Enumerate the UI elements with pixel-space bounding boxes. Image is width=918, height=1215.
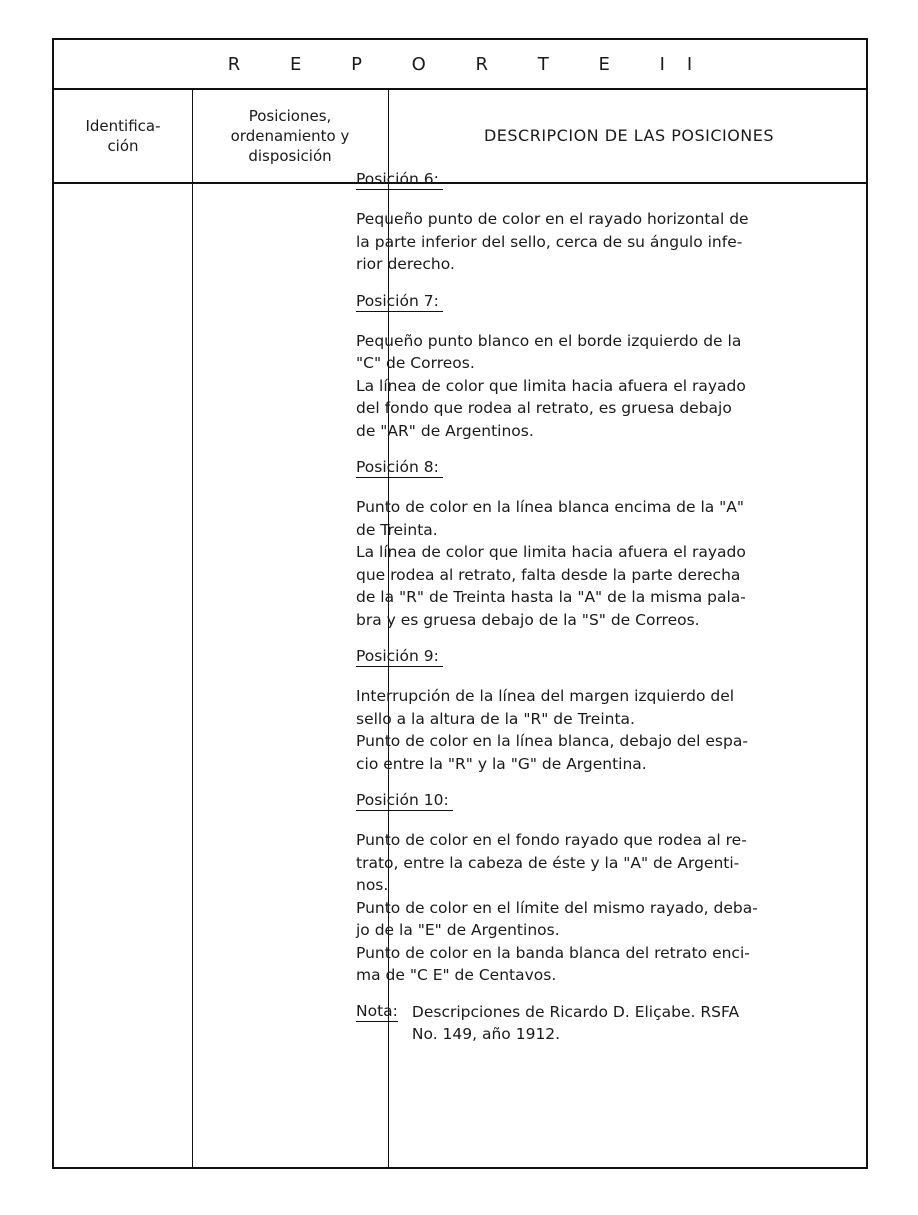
position-block-10 xyxy=(356,789,804,987)
position-block-8 xyxy=(356,456,804,631)
descriptions-column xyxy=(356,168,804,1046)
position-title: Posición 6: xyxy=(356,169,443,190)
description-line: cio entre la "R" y la "G" de Argentina. xyxy=(356,754,647,773)
position-block-9 xyxy=(356,645,804,775)
description-line: jo de la "E" de Argentinos. xyxy=(356,921,560,939)
description-line: Pequeño punto blanco en el borde izquierdo de la xyxy=(356,331,742,350)
description-line: Punto de color en la banda blanca del retrato enci- xyxy=(356,943,750,962)
description-line: del fondo que rodea al retrato, es gruesa debajo xyxy=(356,399,732,417)
note-line: Descripciones de Ricardo D. Eliçabe. RSFA xyxy=(411,1002,740,1021)
description-line: de Treinta. xyxy=(356,520,438,539)
description-line: La línea de color que limita hacia afuera el rayado xyxy=(356,543,746,561)
header-identificacion-line: ción xyxy=(107,137,139,155)
description-line: nos. xyxy=(356,876,389,894)
position-title: Posición 10: xyxy=(356,790,453,811)
position-block-6 xyxy=(356,168,804,276)
description-line: de la "R" de Treinta hasta la "A" de la misma pala- xyxy=(356,588,746,606)
description-line: Punto de color en la línea blanca encima de la "A" xyxy=(356,498,745,516)
header-posiciones-line: ordenamiento y xyxy=(230,127,350,145)
description-line: trato, entre la cabeza de éste y la "A" de Argenti- xyxy=(356,853,740,872)
description-line: Interrupción de la línea del margen izquierdo del xyxy=(356,687,735,705)
description-line: rior derecho. xyxy=(356,255,455,273)
description-line: Punto de color en la línea blanca, debajo del espa- xyxy=(356,732,748,750)
note xyxy=(356,1001,804,1046)
description-line: Pequeño punto de color en el rayado horizontal de xyxy=(356,210,749,228)
description-line: sello a la altura de la "R" de Treinta. xyxy=(356,709,635,728)
note-text xyxy=(412,1001,739,1046)
report-title: R E P O R T E II xyxy=(54,40,866,90)
description-line: de "AR" de Argentinos. xyxy=(356,421,534,440)
description-line: La línea de color que limita hacia afuera el rayado xyxy=(356,376,746,395)
header-posiciones-line: Posiciones, xyxy=(248,107,332,125)
description-line: que rodea al retrato, falta desde la parte derecha xyxy=(356,565,741,584)
position-title: Posición 8: xyxy=(356,457,443,478)
header-identificacion xyxy=(54,90,192,182)
description-line: la parte inferior del sello, cerca de su ángulo infe- xyxy=(356,232,743,251)
header-posiciones-line: disposición xyxy=(248,147,332,165)
position-block-7 xyxy=(356,290,804,443)
column-divider xyxy=(192,90,193,1167)
description-line: ma de "C E" de Centavos. xyxy=(356,966,557,984)
description-line: Punto de color en el fondo rayado que rodea al re- xyxy=(356,831,747,849)
header-descripcion: DESCRIPCION DE LAS POSICIONES xyxy=(483,126,775,145)
header-identificacion-line: Identifica- xyxy=(85,117,161,135)
position-title: Posición 9: xyxy=(356,646,443,667)
description-line: "C" de Correos. xyxy=(356,354,475,372)
note-line: No. 149, año 1912. xyxy=(411,1025,561,1043)
position-title: Posición 7: xyxy=(356,291,443,312)
description-line: Punto de color en el límite del mismo rayado, deba- xyxy=(356,898,758,917)
description-line: bra y es gruesa debajo de la "S" de Correos. xyxy=(356,610,700,629)
note-label: Nota: xyxy=(356,1001,398,1020)
